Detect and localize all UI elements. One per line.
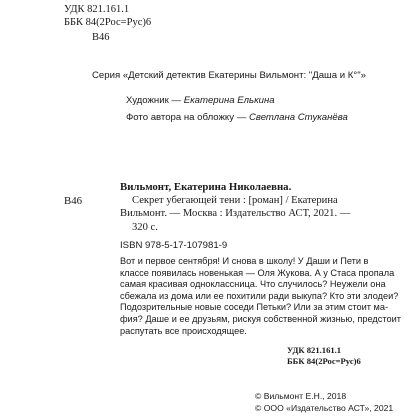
annotation-line: сбежала из дома или ее похитили ради выкупа? Кто эти злодеи?: [120, 290, 399, 301]
copyright-author: © Вильмонт Е.Н., 2018: [255, 391, 347, 401]
copyright-publisher: © ООО «Издательство АСТ», 2021: [255, 403, 394, 413]
series-line: Серия «Детский детектив Екатерины Вильмонт: "Даша и К°"»: [92, 70, 366, 81]
annotation-line: Вот и первое сентября! И снова в школу! У Даши и Пети в: [120, 256, 369, 266]
annotation-line: распутать все происходящее.: [120, 325, 247, 336]
bbk-code-top: ББК 84(2Рос=Рус)6: [64, 17, 152, 28]
annotation-line: классе появилась новенькая — Оля Жукова. А у Стаса пропала: [120, 267, 395, 278]
bbk-code-bottom: ББК 84(2Рос=Рус)6: [287, 356, 361, 366]
annotation-line: фия? Даше и ее друзьям, рискуя собственной жизнью, предстоит: [120, 313, 401, 324]
udk-code-bottom: УДК 821.161.1: [287, 345, 342, 355]
catalog-description: [120, 194, 360, 234]
annotation-line: Подозрительные новые соседи Петьки? Или за этим стоит ма-: [120, 302, 389, 313]
udk-code-top: УДК 821.161.1: [64, 4, 130, 15]
artist-name: Екатерина Елькина: [183, 95, 275, 106]
artist-credit: [126, 95, 275, 106]
photo-name: Светлана Стуканёва: [248, 112, 348, 123]
description-line: 320 с.: [132, 221, 158, 233]
description-line: Вильмонт. — Москва : Издательство АСТ, 2021. —: [120, 208, 351, 220]
photo-role: Фото автора на обложку —: [126, 112, 249, 123]
catalog-author: Вильмонт, Екатерина Николаевна.: [120, 181, 292, 193]
artist-role: Художник —: [126, 95, 184, 106]
photo-credit: [126, 112, 348, 123]
annotation: [120, 256, 401, 337]
annotation-line: самая красивая одноклассница. Что случилось? Неужели она: [120, 279, 386, 290]
catalog-author-mark: В46: [64, 195, 82, 207]
description-line: Секрет убегающей тени : [роман] / Екатерина: [132, 195, 338, 206]
isbn: ISBN 978-5-17-107981-9: [120, 240, 228, 251]
author-mark-top: В46: [92, 32, 110, 43]
